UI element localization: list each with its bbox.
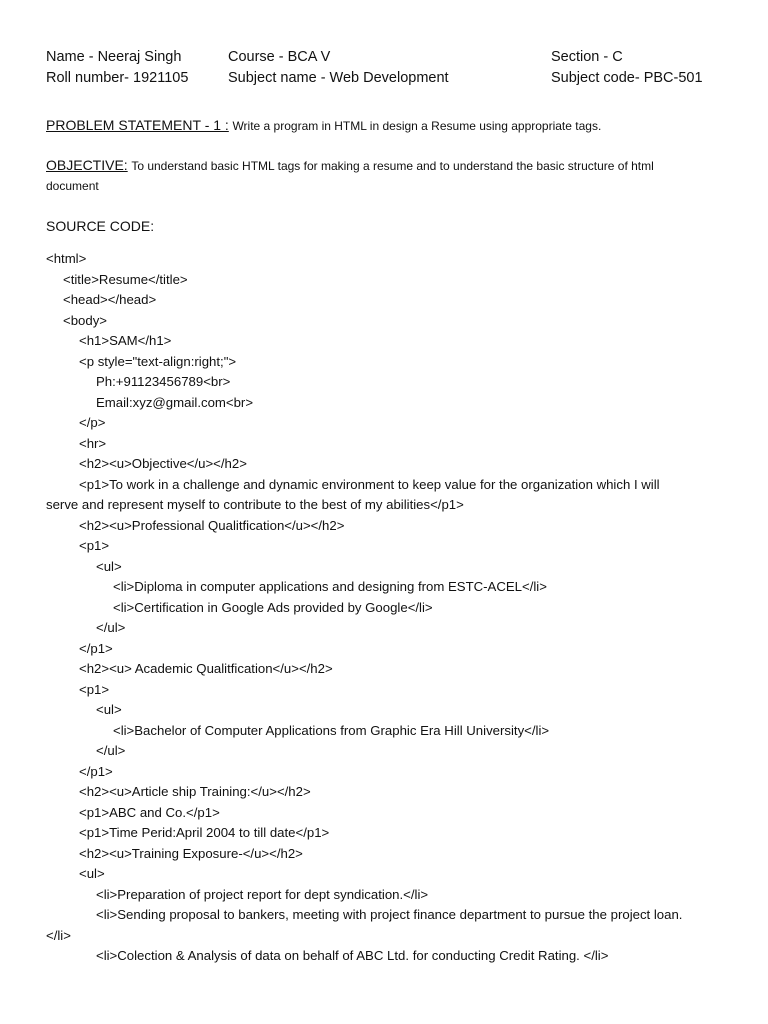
code-line: <p1>ABC and Co.</p1> — [79, 805, 220, 820]
code-line: <h2><u>Objective</u></h2> — [79, 456, 247, 471]
code-line: Ph:+91123456789<br> — [96, 374, 231, 389]
objective — [46, 156, 654, 175]
code-line: <li>Certification in Google Ads provided by Google</li> — [113, 600, 433, 615]
code-line: </p1> — [79, 641, 113, 656]
section: Section - C — [551, 49, 623, 65]
problem-text: Write a program in HTML in design a Resume using appropriate tags. — [232, 119, 602, 133]
code-line: </ul> — [96, 743, 126, 758]
code-line: <p1>Time Perid:April 2004 to till date</p1> — [79, 825, 330, 840]
subject-code: Subject code- PBC-501 — [551, 70, 703, 86]
code-line: <h2><u>Article ship Training:</u></h2> — [79, 784, 311, 799]
code-line: <h2><u> Academic Qualitfication</u></h2> — [79, 661, 333, 676]
objective-text: To understand basic HTML tags for making a resume and to understand the basic structure of html — [131, 159, 654, 173]
code-line: <title>Resume</title> — [63, 272, 188, 287]
code-line: <p1> — [79, 682, 110, 697]
code-line: <li>Bachelor of Computer Applications from Graphic Era Hill University</li> — [113, 723, 550, 738]
code-line: <p1>To work in a challenge and dynamic environment to keep value for the organization which I will — [79, 477, 660, 492]
code-line: </ul> — [96, 620, 126, 635]
code-line: <p style="text-align:right;"> — [79, 354, 237, 369]
student-name: Name - Neeraj Singh — [46, 49, 182, 65]
problem-label: PROBLEM STATEMENT - 1 : — [46, 117, 229, 133]
objective-label: OBJECTIVE: — [46, 157, 128, 173]
code-line: </p> — [79, 415, 106, 430]
code-line: <h2><u>Training Exposure-</u></h2> — [79, 846, 303, 861]
code-line: </li> — [46, 928, 71, 943]
code-line: <ul> — [96, 559, 122, 574]
code-line: <head></head> — [63, 292, 157, 307]
code-line: <h2><u>Professional Qualitfication</u></h2> — [79, 518, 345, 533]
code-line: serve and represent myself to contribute to the best of my abilities</p1> — [46, 497, 464, 512]
code-line: <html> — [46, 251, 87, 266]
code-line: <li>Preparation of project report for dept syndication.</li> — [96, 887, 429, 902]
code-line: <li>Sending proposal to bankers, meeting with project finance department to pursue the project loan. — [96, 907, 683, 922]
code-line: <body> — [63, 313, 107, 328]
code-line: <ul> — [96, 702, 122, 717]
subject-name: Subject name - Web Development — [228, 70, 449, 86]
objective-text-continued: document — [46, 179, 99, 193]
roll-number: Roll number- 1921105 — [46, 70, 189, 86]
course: Course - BCA V — [228, 49, 331, 65]
source-code-heading: SOURCE CODE: — [46, 218, 155, 234]
code-line: </p1> — [79, 764, 113, 779]
code-line: <p1> — [79, 538, 110, 553]
problem-statement — [46, 116, 601, 135]
code-line: <ul> — [79, 866, 105, 881]
code-line: <h1>SAM</h1> — [79, 333, 172, 348]
code-line: <li>Diploma in computer applications and designing from ESTC-ACEL</li> — [113, 579, 547, 594]
code-line: Email:xyz@gmail.com<br> — [96, 395, 254, 410]
code-line: <hr> — [79, 436, 107, 451]
code-line: <li>Colection & Analysis of data on behalf of ABC Ltd. for conducting Credit Rating. </li> — [96, 948, 609, 963]
